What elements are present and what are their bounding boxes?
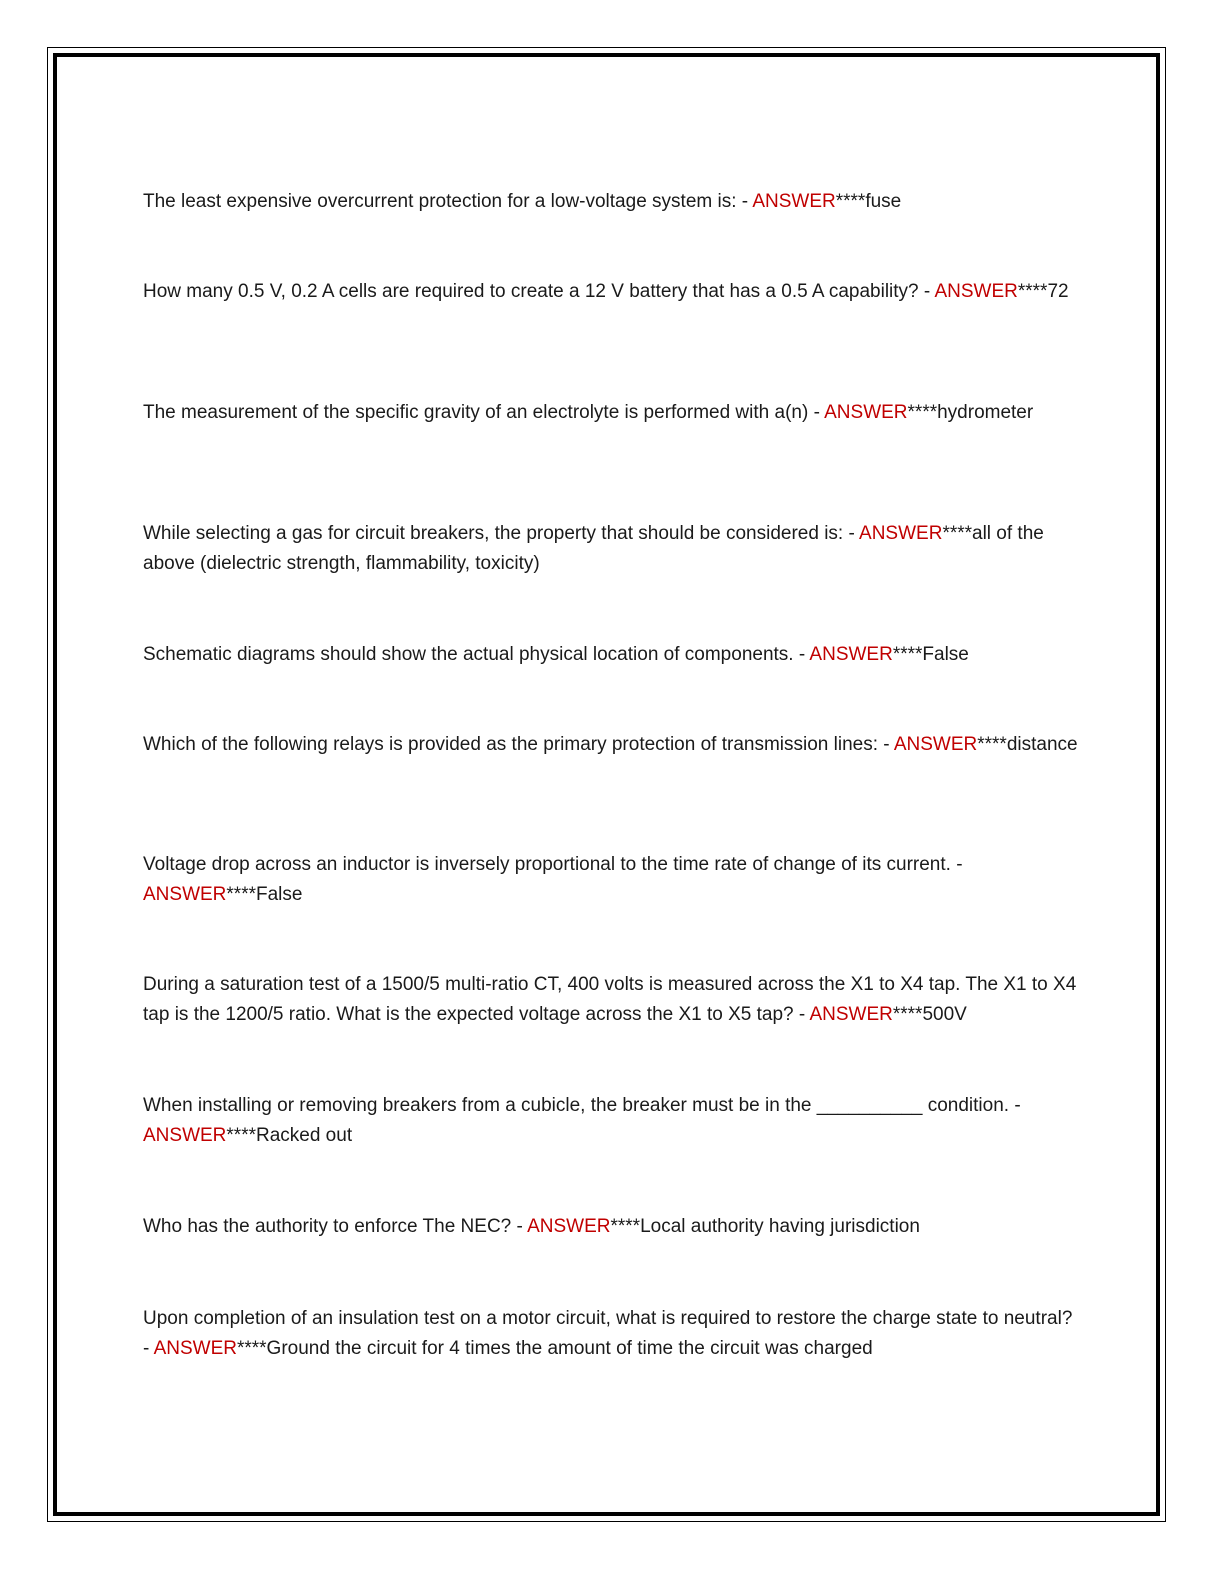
question-text: Upon completion of an insulation test on a motor circuit, what is required to restore the charge state to neutral? -	[143, 1308, 1073, 1359]
question-text: How many 0.5 V, 0.2 A cells are required to create a 12 V battery that has a 0.5 A capability? -	[143, 281, 935, 302]
answer-text: 72	[1047, 281, 1069, 302]
question-text: While selecting a gas for circuit breakers, the property that should be considered is: -	[143, 523, 860, 544]
answer-separator: ****	[892, 644, 923, 665]
page-border-inner	[53, 53, 1160, 1516]
qa-item	[143, 277, 1083, 307]
answer-separator: ****	[1017, 281, 1048, 302]
answer-text: distance	[1006, 734, 1078, 755]
answer-label: ANSWER	[527, 1216, 611, 1237]
qa-item	[143, 398, 1083, 428]
answer-separator: ****	[942, 523, 973, 544]
answer-separator: ****	[977, 734, 1007, 755]
answer-separator: ****	[236, 1338, 267, 1359]
question-text: Schematic diagrams should show the actual physical location of components. -	[143, 644, 810, 665]
answer-label: ANSWER	[153, 1338, 237, 1359]
answer-text: hydrometer	[937, 402, 1034, 423]
answer-text: False	[255, 884, 303, 905]
qa-item	[143, 970, 1083, 1030]
qa-item	[143, 1304, 1083, 1364]
answer-label: ANSWER	[809, 644, 893, 665]
answer-text: 500V	[922, 1004, 967, 1025]
answer-text: Local authority having jurisdiction	[640, 1216, 920, 1237]
answer-label: ANSWER	[752, 191, 836, 212]
question-text: During a saturation test of a 1500/5 multi-ratio CT, 400 volts is measured across the X1 to X4 tap. The X1 to X4 tap is the 1200/5 ratio. What is the expected voltage across the X1 to X5 tap? -	[143, 974, 1077, 1025]
answer-label: ANSWER	[143, 1125, 227, 1146]
question-text: Which of the following relays is provided as the primary protection of transmission lines: -	[143, 734, 894, 755]
question-text: The measurement of the specific gravity of an electrolyte is performed with a(n) -	[143, 402, 825, 423]
answer-separator: ****	[226, 884, 256, 905]
answer-separator: ****	[892, 1004, 923, 1025]
answer-label: ANSWER	[143, 884, 227, 905]
answer-label: ANSWER	[859, 523, 943, 544]
question-text: When installing or removing breakers from a cubicle, the breaker must be in the __________ condition. -	[143, 1095, 1021, 1116]
answer-text: all of the above (dielectric strength, flammability, toxicity)	[143, 523, 1044, 574]
answer-separator: ****	[907, 402, 938, 423]
answer-text: False	[922, 644, 969, 665]
qa-item	[143, 730, 1083, 760]
question-text: Who has the authority to enforce The NEC? -	[143, 1216, 528, 1237]
answer-text: fuse	[865, 191, 902, 212]
question-text: Voltage drop across an inductor is inversely proportional to the time rate of change of its current. -	[143, 854, 963, 875]
answer-text: Racked out	[255, 1125, 353, 1146]
answer-text: Ground the circuit for 4 times the amount of time the circuit was charged	[266, 1338, 873, 1359]
answer-separator: ****	[835, 191, 866, 212]
answer-separator: ****	[610, 1216, 641, 1237]
answer-label: ANSWER	[934, 281, 1018, 302]
qa-item	[143, 1212, 1083, 1242]
qa-item	[143, 640, 1083, 670]
question-text: The least expensive overcurrent protection for a low-voltage system is: -	[143, 191, 753, 212]
qa-item	[143, 1091, 1083, 1151]
answer-label: ANSWER	[824, 402, 908, 423]
qa-item	[143, 187, 1083, 217]
answer-label: ANSWER	[893, 734, 978, 755]
qa-item	[143, 850, 1083, 910]
answer-separator: ****	[226, 1125, 256, 1146]
qa-item	[143, 519, 1083, 579]
answer-label: ANSWER	[809, 1004, 893, 1025]
